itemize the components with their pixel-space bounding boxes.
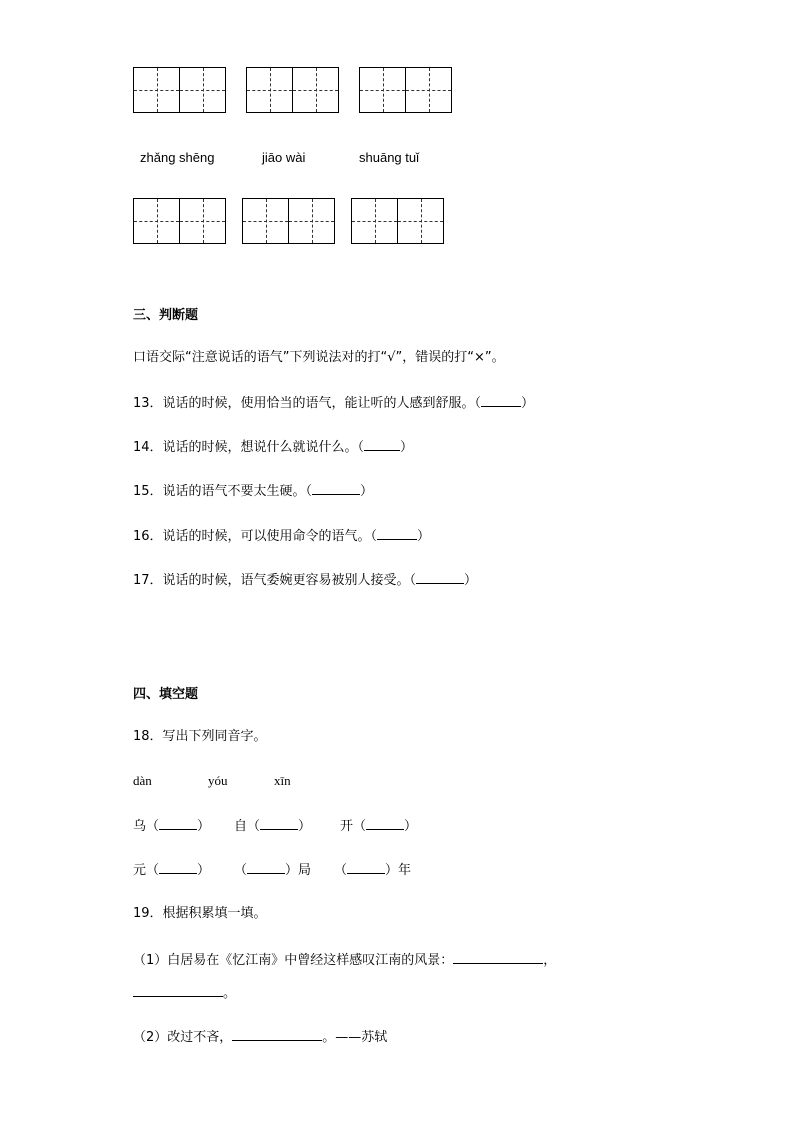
char-grid-4[interactable]: [133, 198, 226, 244]
answer-blank-15[interactable]: [312, 482, 360, 495]
question-14: 14．说话的时候，想说什么就说什么。（ ）: [133, 440, 414, 455]
answer-blank-16[interactable]: [377, 527, 417, 540]
question-15: 15．说话的语气不要太生硬。（ ）: [133, 484, 374, 499]
q18-ju: （ ）局: [234, 863, 312, 878]
question-18-prompt: 18．写出下列同音字。: [133, 729, 267, 744]
answer-blank-nian[interactable]: [347, 861, 385, 874]
q18-wu: 乌（ ）: [133, 819, 211, 834]
question-19-prompt: 19．根据积累填一填。: [133, 906, 267, 921]
question-17: 17．说话的时候，语气委婉更容易被别人接受。（ ）: [133, 573, 478, 588]
char-grid-5[interactable]: [242, 198, 335, 244]
answer-blank-kai[interactable]: [366, 817, 404, 830]
answer-blank-wu[interactable]: [159, 817, 197, 830]
q18-yuan: 元（ ）: [133, 863, 211, 878]
q18-kai: 开（ ）: [340, 819, 418, 834]
section3-heading: 三、判断题: [133, 308, 199, 323]
question-19-part1-line2: 。: [133, 984, 236, 1002]
char-grid-6[interactable]: [351, 198, 444, 244]
answer-blank-13[interactable]: [481, 394, 521, 407]
question-19-part1: （1）白居易在《忆江南》中曾经这样感叹江南的风景： ，: [133, 953, 557, 968]
answer-blank-ju[interactable]: [247, 861, 285, 874]
answer-blank-zi[interactable]: [260, 817, 298, 830]
question-13: 13．说话的时候，使用恰当的语气，能让听的人感到舒服。（ ）: [133, 396, 535, 411]
pinyin-you: yóu: [208, 773, 228, 788]
pinyin-shuang-tui: shuāng tuǐ: [359, 150, 419, 165]
question-19-part2: （2）改过不吝， 。——苏轼: [133, 1030, 388, 1045]
q18-nian: （ ）年: [334, 863, 412, 878]
section4-heading: 四、填空题: [133, 687, 199, 702]
answer-blank-19-1a[interactable]: [453, 951, 543, 964]
section3-instruction: 口语交际“注意说话的语气”下列说法对的打“√”，错误的打“×”。: [133, 350, 505, 365]
answer-blank-17[interactable]: [416, 571, 464, 584]
char-grid-1[interactable]: [133, 67, 226, 113]
char-grid-3[interactable]: [359, 67, 452, 113]
pinyin-dan: dàn: [133, 773, 152, 788]
pinyin-jiao-wai: jiāo wài: [262, 150, 306, 165]
pinyin-zhang-sheng: zhǎng shēng: [140, 150, 215, 165]
answer-blank-14[interactable]: [364, 438, 400, 451]
q18-zi: 自（ ）: [234, 819, 312, 834]
answer-blank-19-1b[interactable]: [133, 984, 223, 997]
char-grid-2[interactable]: [246, 67, 339, 113]
answer-blank-19-2[interactable]: [232, 1028, 322, 1041]
pinyin-xin: xīn: [274, 773, 291, 788]
question-16: 16．说话的时候，可以使用命令的语气。（ ）: [133, 529, 431, 544]
answer-blank-yuan[interactable]: [159, 861, 197, 874]
